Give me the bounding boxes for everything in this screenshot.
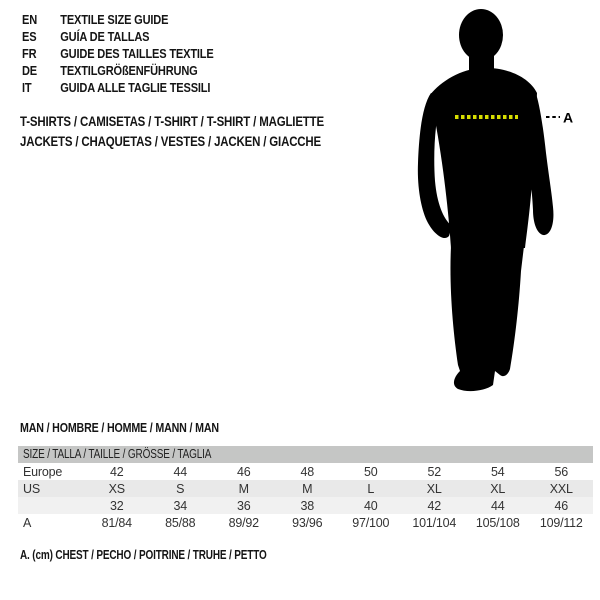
size-cell: XS (108, 481, 125, 496)
row-label: Europe (23, 464, 63, 479)
language-code: IT (22, 80, 32, 95)
language-title: GUÍA DE TALLAS (60, 29, 150, 44)
size-cell: 89/92 (228, 515, 259, 530)
size-cell: 85/88 (165, 515, 196, 530)
measure-label-a: A (563, 109, 574, 126)
size-table (18, 446, 593, 531)
measurement-note: A. (cm) CHEST / PECHO / POITRINE / TRUHE / PETTO (20, 548, 267, 562)
size-cell: 34 (173, 498, 187, 513)
size-cell: 38 (300, 498, 314, 513)
size-cell: 36 (236, 498, 251, 513)
language-row-it (22, 79, 214, 96)
size-cell: 32 (109, 498, 124, 513)
silhouette-shape (418, 9, 554, 391)
language-code: EN (22, 12, 38, 27)
size-cell: 97/100 (352, 515, 390, 530)
row-label (18, 497, 85, 514)
size-cell: 109/112 (539, 515, 583, 530)
row-label: A (23, 515, 32, 530)
size-cell: XL (490, 481, 506, 496)
size-cell: XXL (549, 481, 573, 496)
language-title: TEXTILE SIZE GUIDE (60, 12, 169, 27)
man-silhouette (415, 5, 575, 400)
language-title: GUIDA ALLE TAGLIE TESSILI (60, 80, 211, 95)
language-code: DE (22, 63, 38, 78)
table-row-numeric (18, 497, 593, 514)
size-cell: 101/104 (412, 515, 457, 530)
size-cell: 44 (173, 464, 187, 479)
table-row-chest-a (18, 514, 593, 531)
size-cell: 54 (490, 464, 505, 479)
language-row-en (22, 11, 214, 28)
language-row-de (22, 62, 214, 79)
size-cell: 48 (300, 464, 314, 479)
language-code: ES (22, 29, 37, 44)
size-cell: 46 (236, 464, 251, 479)
table-row-europe (18, 463, 593, 480)
size-table-header (18, 446, 593, 463)
size-table-grid (18, 463, 593, 531)
size-table-header-label: SIZE / TALLA / TAILLE / GRÖSSE / TAGLIA (23, 447, 212, 461)
size-cell: 42 (109, 464, 124, 479)
category-lines (20, 112, 324, 152)
size-cell: M (238, 481, 249, 496)
language-code: FR (22, 46, 37, 61)
row-label: US (23, 481, 40, 496)
language-title: GUIDE DES TAILLES TEXTILE (60, 46, 214, 61)
language-list (22, 11, 247, 96)
size-cell: XL (426, 481, 442, 496)
table-row-us (18, 480, 593, 497)
language-row-fr (22, 45, 214, 62)
size-cell: M (302, 481, 313, 496)
language-title: TEXTILGRÖßENFÜHRUNG (60, 63, 198, 78)
size-cell: 50 (363, 464, 378, 479)
size-cell: 42 (427, 498, 441, 513)
category-tshirts: T-SHIRTS / CAMISETAS / T-SHIRT / T-SHIRT / MAGLIETTE (20, 114, 324, 129)
silhouette-legs (450, 246, 524, 391)
section-title: MAN / HOMBRE / HOMME / MANN / MAN (20, 420, 219, 435)
size-cell: S (176, 481, 185, 496)
size-cell: 56 (554, 464, 568, 479)
size-cell: 81/84 (101, 515, 132, 530)
language-row-es (22, 28, 214, 45)
size-cell: 46 (554, 498, 568, 513)
size-cell: L (367, 481, 375, 496)
category-jackets: JACKETS / CHAQUETAS / VESTES / JACKEN / GIACCHE (20, 134, 322, 149)
size-cell: 93/96 (292, 515, 323, 530)
size-cell: 52 (427, 464, 441, 479)
size-cell: 44 (490, 498, 505, 513)
size-cell: 40 (363, 498, 378, 513)
size-cell: 105/108 (475, 515, 520, 530)
